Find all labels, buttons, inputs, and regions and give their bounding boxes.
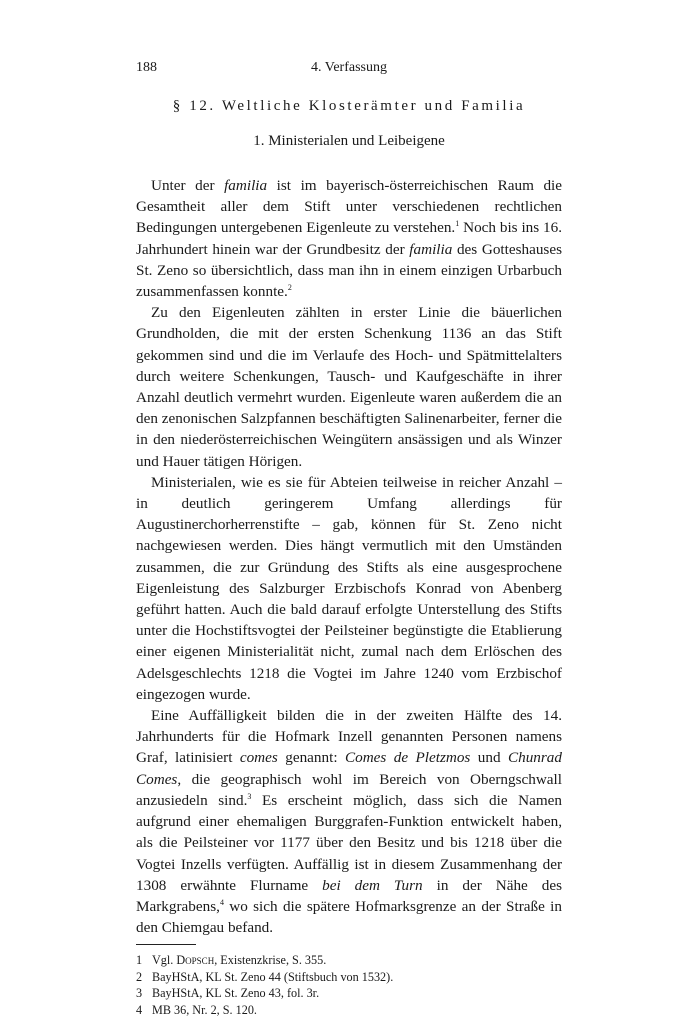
italic-term: Comes de Pletzmos xyxy=(344,749,471,767)
text-run: in der Nähe des Markgrabens, xyxy=(136,876,562,915)
text-run: wo sich die spätere Hofmarksgrenze an der Straße in den Chiemgau befand. xyxy=(136,897,562,937)
text-run: ist im bayerisch-österreichischen Raum die Gesamtheit aller dem Stift unter verschiedenen rechtlichen Bedingungen untergebenen Eigenleute zu verstehen. xyxy=(136,177,562,237)
text-run: Es erscheint möglich, dass sich die Namen aufgrund einer ehemaligen Burggrafen-Funktion entwickelt haben, als die Peilsteiner vor 1177 über den Besitz und bis 1218 über die Vogtei Inzells verfügten. Auffällig ist in diesem Zusammenhang der 1308 erwähnte Flurname xyxy=(136,791,562,894)
footnote-marker: 2 xyxy=(287,283,292,293)
footnote-text: Vgl. Dopsch, Existenzkrise, S. 355. xyxy=(152,953,327,968)
italic-term: familia xyxy=(409,240,453,258)
footnote-text: BayHStA, KL St. Zeno 43, fol. 3r. xyxy=(152,986,320,1001)
book-page xyxy=(136,60,562,1018)
running-title: 4. Verfassung xyxy=(311,60,387,75)
footnotes xyxy=(136,952,562,1018)
footnote-text: BayHStA, KL St. Zeno 44 (Stiftsbuch von 1532). xyxy=(152,969,394,984)
italic-term: bei dem Turn xyxy=(322,876,423,894)
paragraph: Zu den Eigenleuten zählten in erster Linie die bäuerlichen Grundholden, die mit der ersten Schenkung 1136 an das Stift gekommen sind und die im Verlaufe des Hoch- und Spätmittelalters durch weitere Schenkungen, Tausch- und Kaufgeschäfte in ihrer Anzahl deutlich vermehrt wurden. Eigenleute waren außerdem die an den zenonischen Salzpfannen beschäftigten Salinenarbeiter, ferner die in den niederösterreichischen Weingütern ansässigen und als Winzer und Hauer tätigen Hörigen. xyxy=(136,304,562,470)
italic-term: Chunrad Comes xyxy=(136,749,562,788)
footnote-marker: 3 xyxy=(247,791,252,801)
footnote-marker: 4 xyxy=(219,897,224,907)
paragraph xyxy=(136,705,562,938)
text-run: Eine Auffälligkeit bilden die in der zweiten Hälfte des 14. Jahrhunderts für die Hofmark Inzell genannten Personen namens Graf, latinisiert xyxy=(136,707,562,767)
footnote-number: 3 xyxy=(136,986,143,1001)
subsection-heading: 1. Ministerialen und Leibeigene xyxy=(253,133,445,149)
page-number: 188 xyxy=(136,60,157,75)
italic-term: comes xyxy=(239,749,278,767)
text-run: genannt: xyxy=(277,749,345,767)
footnote xyxy=(136,1002,562,1018)
paragraph: Ministerialen, wie es sie für Abteien teilweise in reicher Anzahl – in deutlich geringerem Umfang allerdings für Augustinerchorherrenstifte – gab, können für St. Zeno nicht nachgewiesen werden. Dies hängt vermutlich mit den Umständen zusammen, die zur Gründung des Stifts als eine ausgesprochene Eigenleistung des Salzburger Erzbischofs Konrad von Abenberg geführt hatten. Auch die bald darauf erfolgte Unterstellung des Stifts unter die Hochstiftsvogtei der Peilsteiner begünstigte die Etablierung einer eigenen Ministerialität nicht, zumal nach dem Erlöschen des Adelsgeschlechts 1218 die Vogtei im Jahre 1240 vom Erzbischof eingezogen wurde. xyxy=(136,473,562,703)
paragraph xyxy=(136,175,562,302)
footnote-number: 2 xyxy=(136,969,143,984)
text-run: , die geographisch wohl im Bereich von Oberngschwall anzusiedeln sind. xyxy=(136,770,562,809)
section-heading: § 12. Weltliche Klosterämter und Familia xyxy=(172,98,526,114)
footnote-marker: 1 xyxy=(455,219,460,229)
footnote-number: 4 xyxy=(136,1002,143,1017)
footnote-number: 1 xyxy=(136,953,143,968)
footnote-text: MB 36, Nr. 2, S. 120. xyxy=(152,1002,257,1017)
text-run: des Gotteshauses St. Zeno so übersichtlich, dass man ihn in einem einzigen Urbarbuch zusammenfassen konnte. xyxy=(136,240,562,301)
text-run: Noch bis ins 16. Jahrhundert hinein war der Grundbesitz der xyxy=(136,219,563,258)
author-name: Dopsch xyxy=(176,953,215,968)
footnote-rule xyxy=(136,944,196,945)
italic-term: familia xyxy=(224,177,268,194)
footnote xyxy=(136,969,562,986)
text-run: und xyxy=(470,749,508,767)
body-text xyxy=(136,175,562,938)
running-header xyxy=(136,60,562,80)
footnote xyxy=(136,952,562,969)
text-run: Unter der xyxy=(151,177,225,194)
